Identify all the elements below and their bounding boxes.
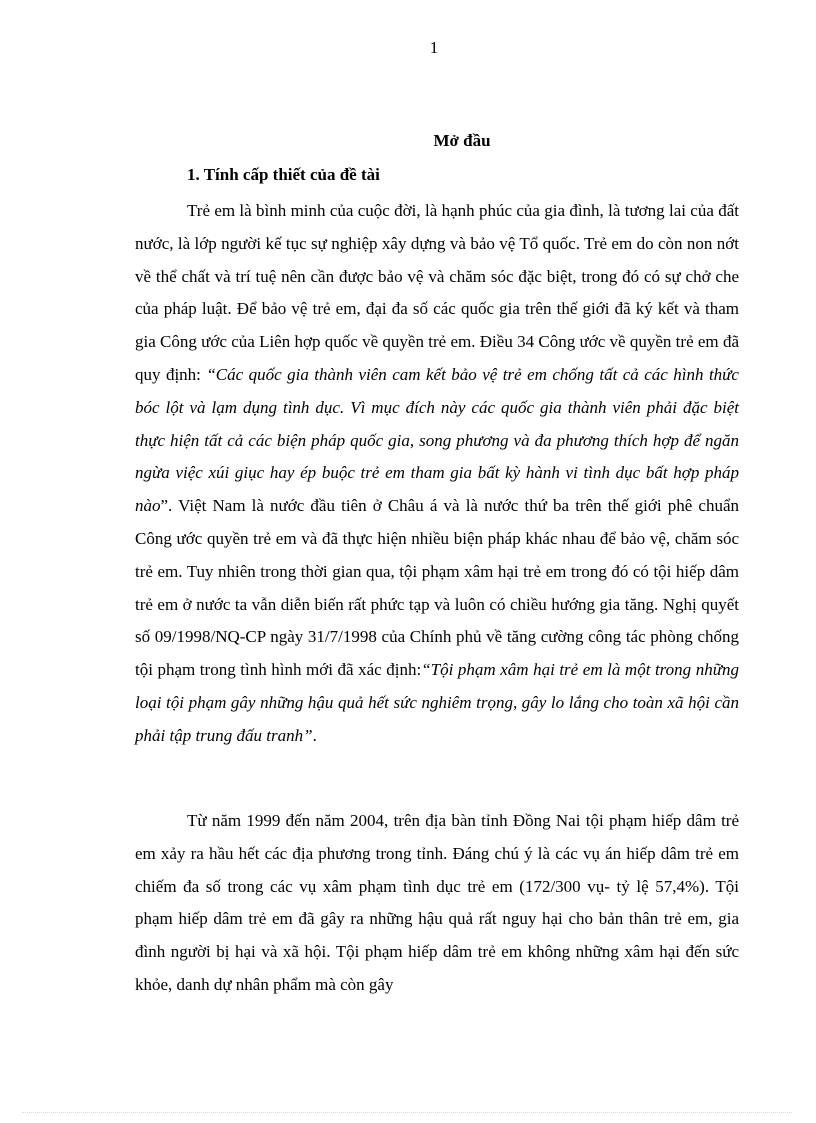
paragraph-1-text-b: ”. Việt Nam là nước đầu tiên ở Châu á và là nước thứ ba trên thế giới phê chuẩn Công ước quyền trẻ em và đã thực hiện nhiều biện pháp khác nhau để bảo vệ, chăm sóc trẻ em. Tuy nhiên trong thời gian qua, tội phạm xâm hại trẻ em trong đó có tội hiếp dâm trẻ em ở nước ta vẫn diễn biến rất phức tạp và luôn có chiều hướng gia tăng. Nghị quyết số 09/1998/NQ-CP ngày 31/7/1998 của Chính phủ về tăng cường công tác phòng chống tội phạm trong tình hình mới đã xác định: [135,496,739,680]
paragraph-1-quote-resolution: “Tội phạm xâm hại trẻ em là một trong những loại tội phạm gây những hậu quả hết sức nghiêm trọng, gây lo lắng cho toàn xã hội cần phải tập trung đấu tranh” [135,660,739,745]
paragraph-2: Từ năm 1999 đến năm 2004, trên địa bàn tỉnh Đồng Nai tội phạm hiếp dâm trẻ em xảy ra hầu hết các địa phương trong tỉnh. Đáng chú ý là các vụ án hiếp dâm trẻ em chiếm đa số trong các vụ xâm phạm tình dục trẻ em (172/300 vụ- tỷ lệ 57,4%). Tội phạm hiếp dâm trẻ em đã gây ra những hậu quả rất nguy hại cho bản thân trẻ em, gia đình người bị hại và xã hội. Tội phạm hiếp dâm trẻ em không những xâm hại đến sức khỏe, danh dự nhân phẩm mà còn gây [135,811,739,994]
page-number: 1 [429,38,439,57]
paragraph-1-text-a: Trẻ em là bình minh của cuộc đời, là hạnh phúc của gia đình, là tương lai của đất nước, là lớp người kế tục sự nghiệp xây dựng và bảo vệ Tổ quốc. Trẻ em do còn non nớt về thể chất và trí tuệ nên cần được bảo vệ và chăm sóc đặc biệt, trong đó có sự chở che của pháp luật. Để bảo vệ trẻ em, đại đa số các quốc gia trên thế giới đã ký kết và tham gia Công ước của Liên hợp quốc về quyền trẻ em. Điều 34 Công ước về quyền trẻ em đã quy định: [135,201,739,384]
paragraph-1-quote-convention: “Các quốc gia thành viên cam kết bảo vệ trẻ em chống tất cả các hình thức bóc lột và lạm dụng tình dục. Vì mục đích này các quốc gia thành viên phải đặc biệt thực hiện tất cả các biện pháp quốc gia, song phương và đa phương thích hợp để ngăn ngừa việc xúi giục hay ép buộc trẻ em tham gia bất kỳ hành vi tình dục bất hợp pháp nào [135,364,739,516]
paragraph-1 [135,195,739,753]
section-heading: 1. Tính cấp thiết của đề tài [187,165,380,184]
paragraph-1-text-c: . [312,725,317,745]
document-title: Mở đầu [433,131,491,150]
page-bottom-divider [22,1112,792,1113]
